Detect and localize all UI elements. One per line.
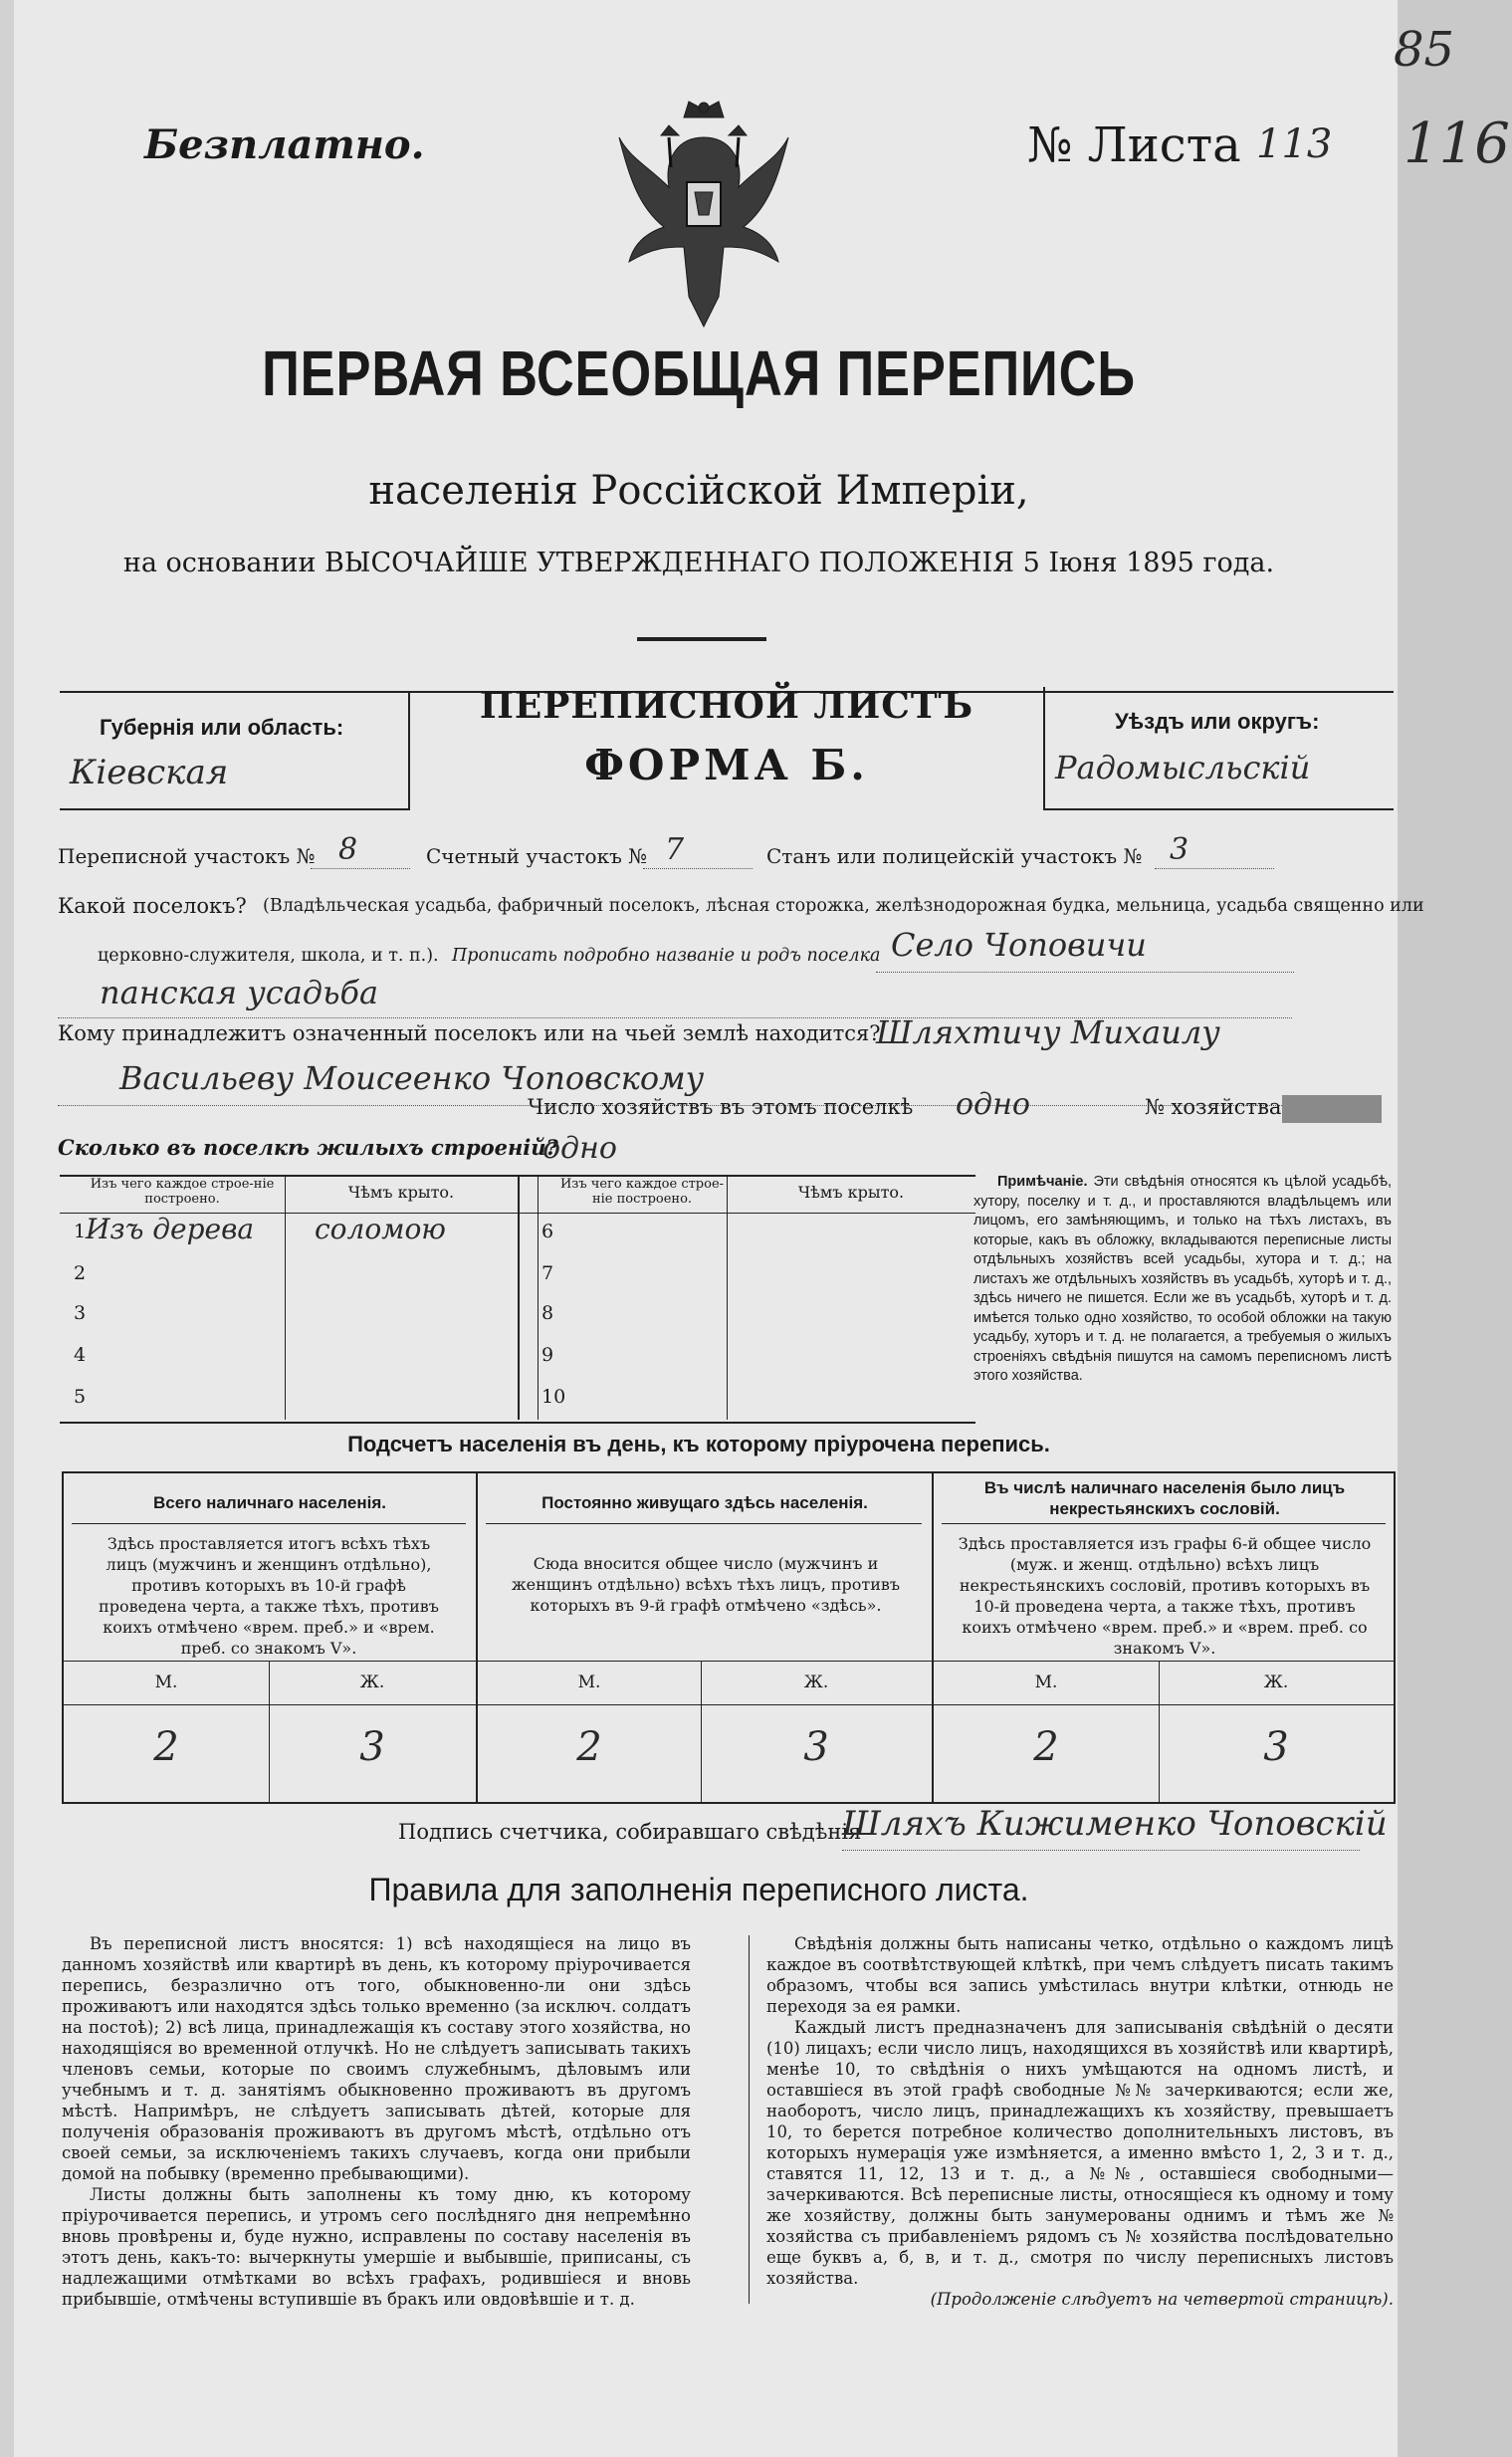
sheet-number-value: 113: [1256, 121, 1333, 167]
count-f-label: Ж.: [1263, 1673, 1289, 1692]
buildings-col-line: [285, 1175, 286, 1420]
count-f-label: Ж.: [803, 1673, 829, 1692]
signature-line: [842, 1850, 1360, 1851]
buildings-row-number: 10: [541, 1386, 566, 1408]
buildings-row-number: 6: [541, 1221, 554, 1242]
settlement-value-1: Село Чоповичи: [891, 926, 1147, 964]
basis-line: на основании ВЫСОЧАЙШЕ УТВЕРЖДЕННАГО ПОЛОЖЕНІЯ 5 Іюня 1895 года.: [122, 548, 1275, 578]
settlement-line-1: [876, 972, 1294, 973]
form-title: ПЕРЕПИСНОЙ ЛИСТЪ: [479, 685, 974, 727]
district-label: Уѣздъ или округъ:: [1115, 709, 1320, 734]
sheet-number-label: № Листа: [1027, 117, 1241, 173]
households-label: Число хозяйствъ въ этомъ поселкѣ: [528, 1095, 914, 1119]
signature-value: Шляхъ Кижименко Чоповскій: [842, 1804, 1388, 1844]
owner-label: Кому принадлежитъ означенный поселокъ или на чьей землѣ находится?: [58, 1021, 881, 1045]
page-subtitle: населенія Россійской Имперіи,: [368, 468, 1029, 514]
count-col2-text: Сюда вносится общее число (мужчинъ и женщинъ отдѣльно) всѣхъ тѣхъ лицъ, противъ которыхъ въ 9-й графѣ отмѣчено «здѣсь».: [511, 1554, 901, 1615]
buildings-row-material: Изъ дерева: [86, 1213, 255, 1245]
page-title: ПЕРВАЯ ВСЕОБЩАЯ ПЕРЕПИСЬ: [262, 337, 1136, 409]
form-band-bottom-rule-left: [60, 808, 410, 810]
count-col2-head: Постоянно живущаго здѣсь населенія.: [541, 1493, 868, 1512]
buildings-value: одно: [542, 1131, 617, 1166]
settlement-hint-3: Прописать подробно названіе и родъ поселка: [452, 946, 881, 966]
buildings-col-line: [518, 1175, 520, 1420]
divider: [637, 637, 766, 641]
count-m-label: М.: [154, 1673, 178, 1692]
rules-left-paragraph: Въ переписной листъ вносятся: 1) всѣ находящіеся на лицо въ данномъ хозяйствѣ или квартирѣ въ день, къ которому пріурочивается перепись, безразлично отъ того, обыкновенно-ли они здѣсь проживаютъ или находятся здѣсь только временно (за исключ. солдатъ на постоѣ); 2) всѣ лица, принадлежащія къ составу этого хозяйства, но находящіяся во временной отлучкѣ. Но не слѣдуетъ записывать такихъ членовъ семьи, которые по своимъ служебнымъ, дѣловымъ или учебнымъ и т. д. занятіямъ обыкновенно проживаютъ въ другомъ мѣстѣ. Напримѣръ, не слѣдуетъ записывать дѣтей, которые для полученія образованія проживаютъ въ другомъ мѣстѣ, отдѣльно отъ своей семьи, за исключеніемъ такихъ случаевъ, когда они прибыли домой на побывку (временно пребывающими).: [62, 1934, 691, 2183]
buildings-note: [973, 1173, 1392, 1387]
settlement-value-2: панская усадьба: [100, 974, 379, 1011]
count-title: Подсчетъ населенія въ день, къ которому пріурочена перепись.: [347, 1432, 1050, 1456]
buildings-row-number: 3: [74, 1302, 87, 1324]
census-area-label: Переписной участокъ №: [58, 844, 316, 868]
province-value: Кіевская: [70, 753, 229, 792]
buildings-col4-header: Чѣмъ крыто.: [797, 1183, 905, 1202]
count-value: 2: [1033, 1724, 1059, 1770]
signature-label: Подпись счетчика, собиравшаго свѣдѣнія: [398, 1820, 862, 1844]
note-title: Примѣчаніе.: [997, 1174, 1088, 1190]
settlement-hint-1: (Владѣльческая усадьба, фабричный поселокъ, лѣсная сторожка, желѣзнодорожная будка, мельница, усадьба священно или: [263, 896, 1424, 916]
buildings-row-number: 2: [74, 1262, 87, 1284]
form-band-divider-right: [1043, 687, 1045, 810]
count-mf-rule: [62, 1661, 1396, 1662]
buildings-label: Сколько въ поселкѣ жилыхъ строеній?: [58, 1135, 558, 1160]
count-col1-head: Всего наличнаго населенія.: [153, 1493, 386, 1512]
buildings-row-number: 7: [541, 1262, 554, 1284]
count-area-value: 7: [665, 832, 685, 867]
count-value: 2: [153, 1724, 179, 1770]
imperial-eagle-emblem: [609, 98, 798, 336]
buildings-row-number: 1: [74, 1221, 87, 1242]
rules-left-column: [62, 1933, 691, 2310]
buildings-row-number: 5: [74, 1386, 87, 1408]
buildings-row-number: 4: [74, 1344, 87, 1366]
count-col3-head: Въ числѣ наличнаго населенія было лицъ некрестьянскихъ сословій.: [983, 1478, 1346, 1518]
camp-label: Станъ или полицейскій участокъ №: [766, 844, 1143, 868]
province-label: Губернія или область:: [100, 715, 344, 740]
count-value: 2: [576, 1724, 602, 1770]
camp-value: 3: [1170, 832, 1189, 867]
district-value: Радомысльскій: [1055, 749, 1311, 786]
household-number-label: № хозяйства: [1145, 1095, 1282, 1119]
census-area-value: 8: [338, 832, 358, 867]
rules-left-paragraph: Листы должны быть заполнены къ тому дню, къ которому пріурочивается перепись, и утромъ сего послѣдняго дня непремѣнно вновь провѣрены и, буде нужно, исправлены по составу населенія въ этотъ день, какъ-то: вычеркнуты умершіе и выбывшіе, приписаны, съ надлежащими отмѣтками во всѣхъ графахъ, родившіеся и вновь прибывшіе, отмѣчены вступившіе въ бракъ или овдовѣвшіе и т. д.: [62, 2185, 691, 2309]
corner-number-top: 85: [1394, 22, 1455, 78]
count-col1-text: Здѣсь проставляется итогъ всѣхъ тѣхъ лицъ (мужчинъ и женщинъ отдѣльно), противъ которыхъ въ 10-й графѣ проведена черта, а также тѣхъ, противъ коихъ отмѣчено «врем. преб.» и «врем. преб. со знакомъ V».: [99, 1534, 439, 1658]
count-m-label: М.: [577, 1673, 601, 1692]
buildings-col1-header: Изъ чего каждое строе-ніе построено.: [90, 1177, 275, 1207]
corner-number-bottom: 116: [1404, 112, 1510, 176]
count-area-line: [643, 868, 753, 869]
count-head-rule: [486, 1523, 922, 1524]
count-head-rule: [72, 1523, 466, 1524]
buildings-col-line: [727, 1175, 728, 1420]
owner-value-1: Шляхтичу Михаилу: [876, 1013, 1220, 1051]
buildings-row-number: 9: [541, 1344, 554, 1366]
settlement-hint-2: церковно-служителя, школа, и т. п.).: [98, 946, 439, 966]
camp-line: [1155, 868, 1274, 869]
census-area-line: [311, 868, 410, 869]
form-subtitle: ФОРМА Б.: [584, 741, 869, 789]
buildings-row-number: 8: [541, 1302, 554, 1324]
count-value: 3: [1263, 1724, 1289, 1770]
buildings-col-line: [538, 1175, 539, 1420]
rules-right-paragraph: Свѣдѣнія должны быть написаны четко, отдѣльно о каждомъ лицѣ каждое въ соотвѣтствующей клѣткѣ, при чемъ слѣдуетъ писать такимъ образомъ, чтобы вся запись умѣстилась внутри клѣтки, отнюдь не переходя за ея рамки.: [766, 1934, 1394, 2016]
rules-title: Правила для заполненія переписного листа.: [368, 1872, 1029, 1907]
settlement-label: Какой поселокъ?: [58, 894, 247, 918]
note-text: Эти свѣдѣнія относятся къ цѣлой усадьбѣ, хутору, поселку и т. д., и проставляются владѣльцемъ или лицомъ, его замѣняющимъ, и только на тѣхъ листахъ, въ которые, какъ въ обложку, вкладываются переписные листы отдѣльныхъ хозяйствъ всей усадьбы, хутора и т. д.; на листахъ же отдѣльныхъ хозяйствъ въ усадьбѣ, хуторѣ и т. д., здѣсь ничего не пишется. Если же въ усадьбѣ, хуторѣ и т. д. имѣется только одно хозяйство, то особой обложки на такую усадьбу, хуторъ и т. д. не полагается, а требуемыя о жилыхъ строеніяхъ свѣдѣнія пишутся на самомъ переписномъ листѣ этого хозяйства.: [973, 1174, 1393, 1384]
rules-divider: [749, 1935, 750, 2304]
buildings-col2-header: Чѣмъ крыто.: [347, 1183, 455, 1202]
rules-right-column: [766, 1933, 1394, 2310]
buildings-row-roof: соломою: [315, 1213, 446, 1245]
count-m-label: М.: [1034, 1673, 1058, 1692]
free-label: Безплатно.: [144, 121, 425, 168]
form-band-bottom-rule-right: [1043, 808, 1394, 810]
count-value: 3: [359, 1724, 385, 1770]
count-col3-text: Здѣсь проставляется изъ графы 6-й общее число (муж. и женщ. отдѣльно) всѣхъ лицъ некрестьянскихъ сословій, противъ которыхъ въ 10-й проведена черта, а также тѣхъ, противъ коихъ отмѣчено «врем. преб.» и «врем. преб. со знакомъ V».: [958, 1534, 1372, 1658]
count-value-rule: [62, 1704, 1396, 1705]
count-head-rule: [942, 1523, 1386, 1524]
rules-continued: (Продолженіе слѣдуетъ на четвертой страницѣ).: [930, 2290, 1394, 2309]
adjacent-page-edge: [1398, 0, 1512, 2457]
count-value: 3: [803, 1724, 829, 1770]
buildings-col3-header: Изъ чего каждое строе-ніе построено.: [559, 1177, 725, 1207]
households-value: одно: [956, 1087, 1030, 1122]
rules-right-paragraph: Каждый листъ предназначенъ для записыванія свѣдѣній о десяти (10) лицахъ; если число лицъ, находящихся въ хозяйствѣ или квартирѣ, менѣе 10, то свѣдѣнія о нихъ умѣщаются на одномъ листѣ, и оставшіеся въ этой графѣ свободные №№ зачеркиваются; если же, наоборотъ, число лицъ, принадлежащихъ къ хозяйству, превышаетъ 10, то берется потребное количество дополнительныхъ листовъ, въ которыхъ нумерація уже измѣняется, а именно вмѣсто 1, 2, 3 и т. д., ставятся 11, 12, 13 и т. д., а №№, оставшіеся свободными—зачеркиваются. Всѣ переписные листы, относящіеся къ одному и тому же хозяйству, должны быть занумерованы однимъ и тѣмъ же № хозяйства съ прибавленіемъ рядомъ съ № хозяйства послѣдовательно еще буквъ а, б, в, и т. д., смотря по числу переписныхъ листовъ хозяйства.: [766, 2018, 1394, 2288]
count-area-label: Счетный участокъ №: [426, 844, 648, 868]
count-f-label: Ж.: [359, 1673, 385, 1692]
owner-value-2: Васильеву Моисеенко Чоповскому: [119, 1059, 705, 1097]
household-number-redacted: [1282, 1095, 1382, 1123]
